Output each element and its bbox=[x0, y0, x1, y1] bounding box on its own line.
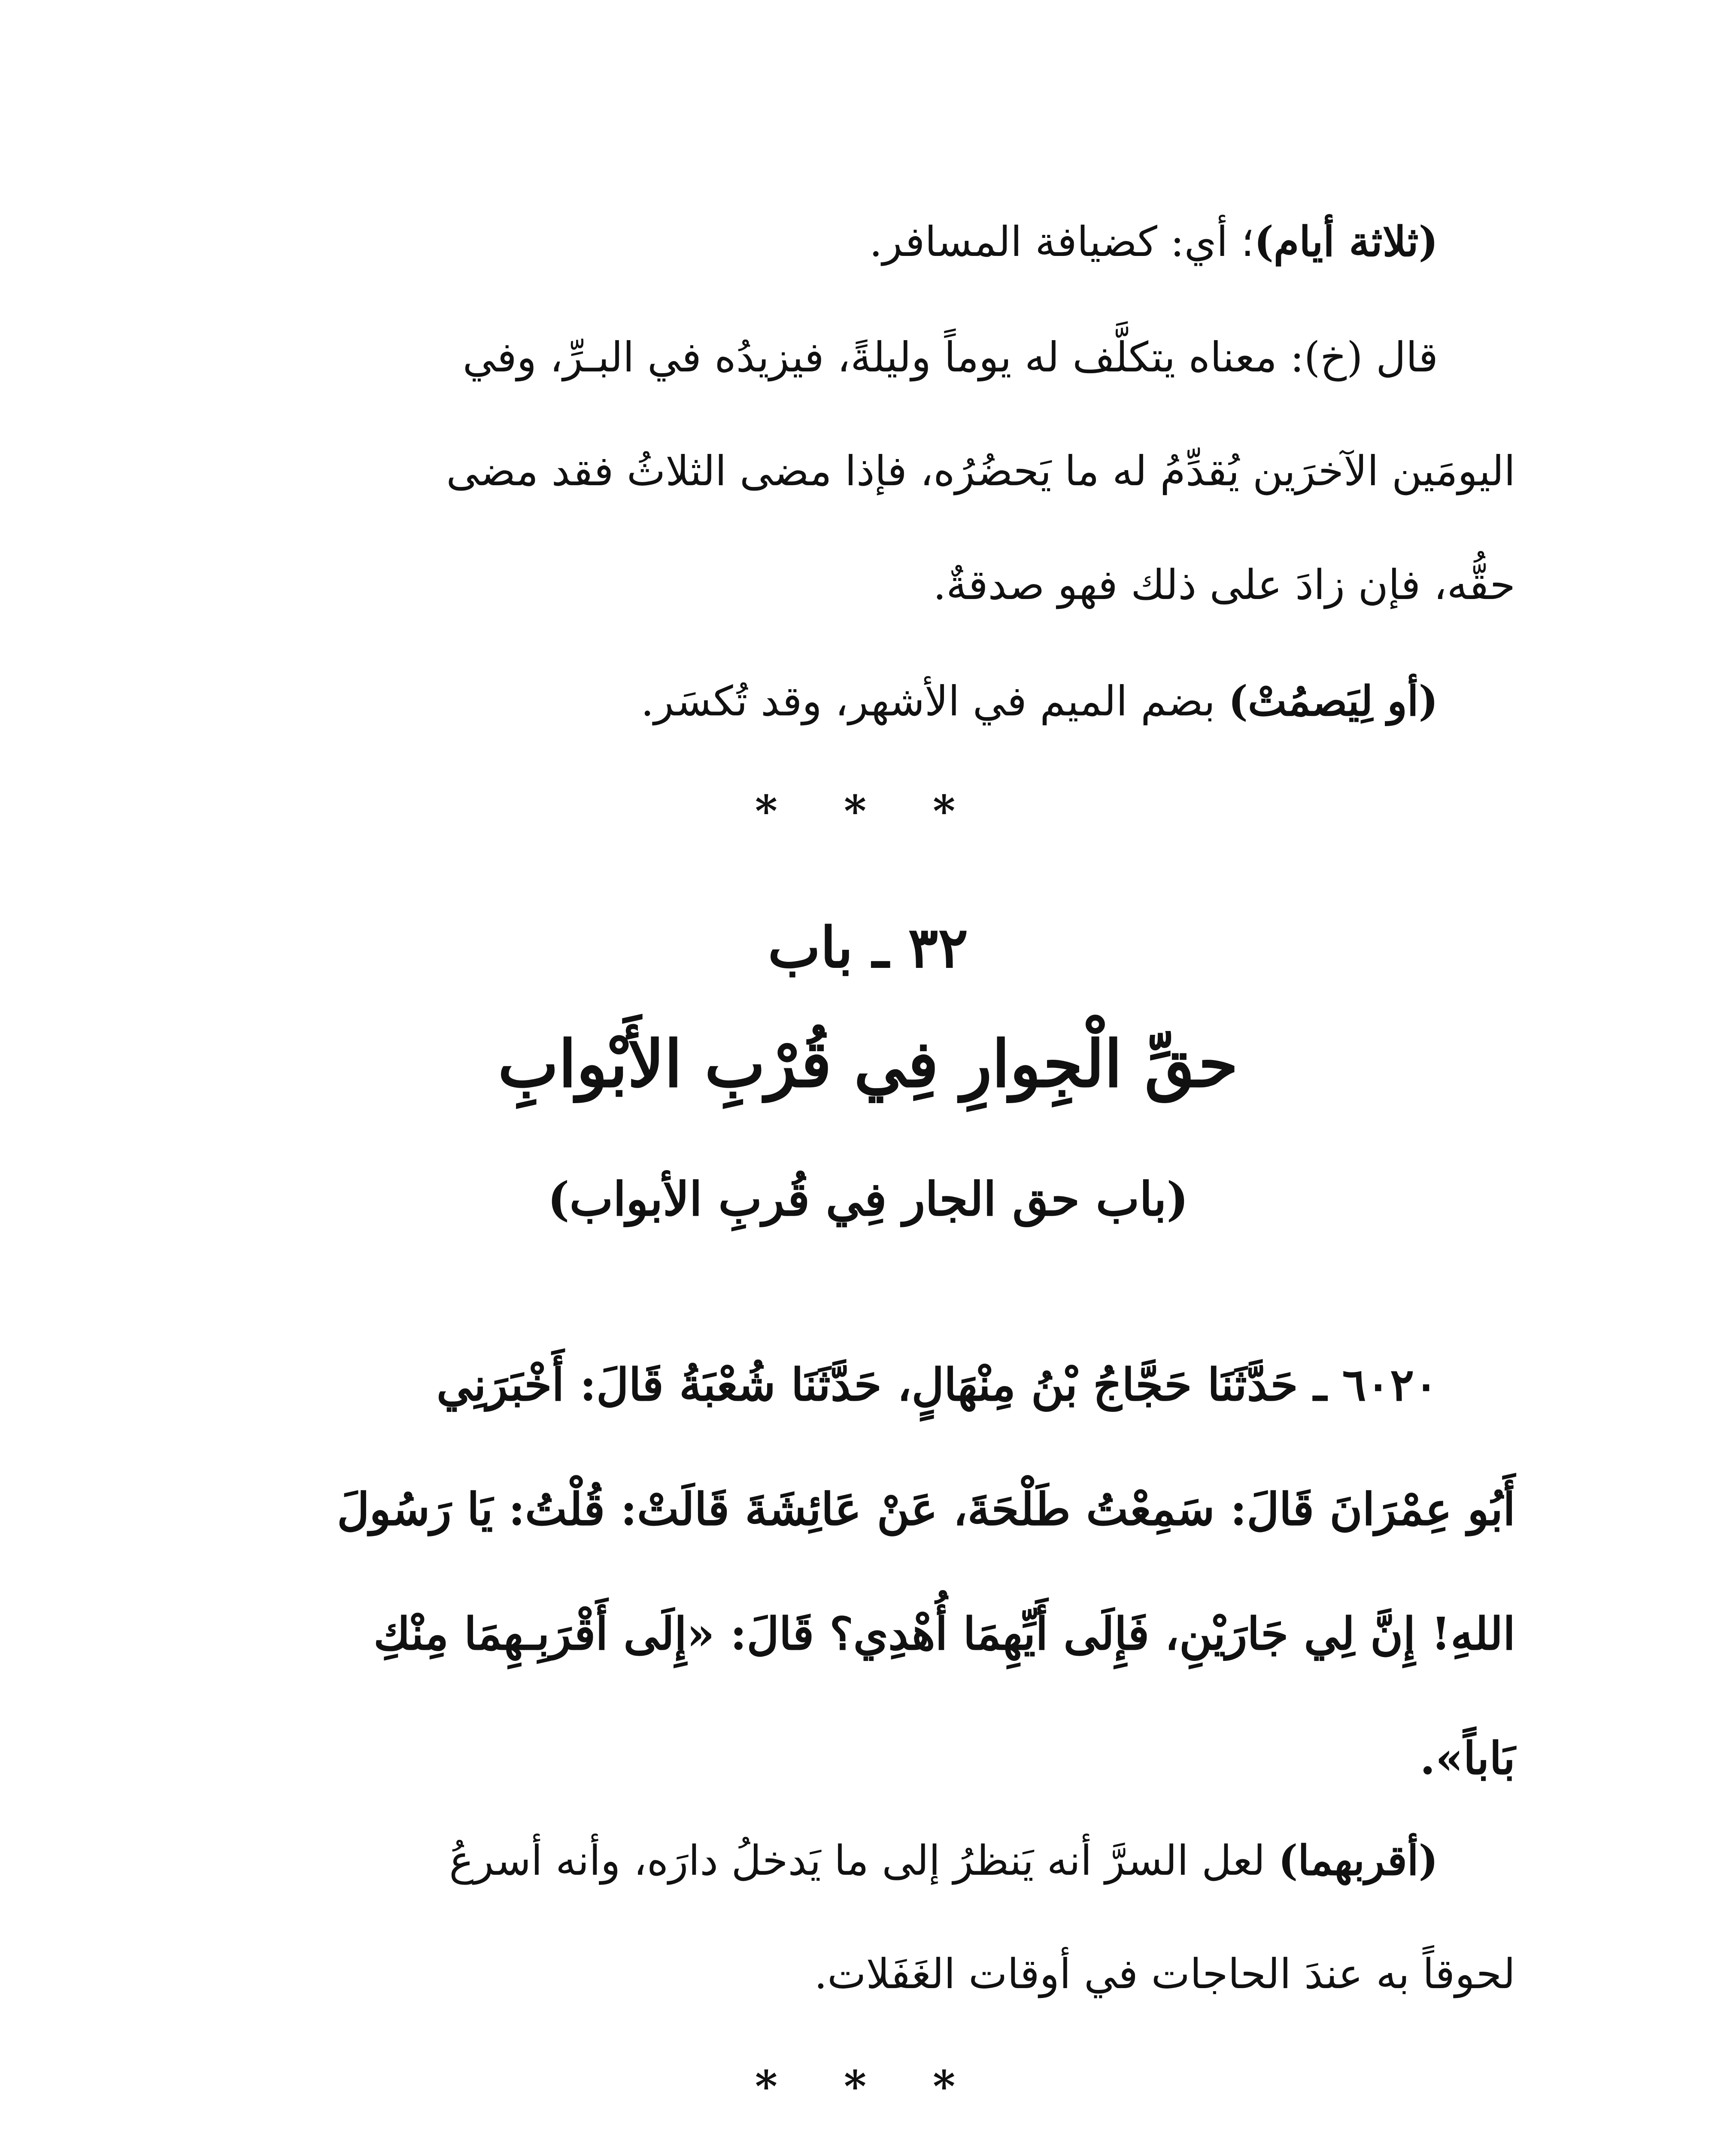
explanation-text: بضم الميم في الأشهر، وقد تُكسَر. bbox=[640, 677, 1229, 725]
hadith-line: بَاباً». bbox=[1420, 1732, 1515, 1785]
hadith-text bbox=[262, 1323, 1515, 1821]
commentary-line bbox=[262, 1803, 1515, 1917]
bold-term: (ثلاثة أيام) bbox=[1254, 217, 1438, 266]
paragraph-line: حقُّه، فإن زادَ على ذلك فهو صدقةٌ. bbox=[933, 561, 1515, 609]
hadith-line: أَبُو عِمْرَانَ قَالَ: سَمِعْتُ طَلْحَةَ، عَنْ عَائِشَةَ قَالَتْ: قُلْتُ: يَا رَسُولَ bbox=[337, 1483, 1515, 1536]
bold-term: (أقربهما) bbox=[1278, 1836, 1438, 1885]
paragraph-line: اليومَين الآخرَين يُقدِّمُ له ما يَحضُرُه، فإذا مضى الثلاثُ فقد مضى bbox=[446, 447, 1515, 495]
commentary-line: لحوقاً به عندَ الحاجات في أوقات الغَفَلات. bbox=[814, 1950, 1515, 1998]
paragraph-or-remain-silent bbox=[262, 644, 1515, 758]
explanation-text: لعل السرَّ أنه يَنظرُ إلى ما يَدخلُ دارَه، وأنه أسرعُ bbox=[449, 1837, 1278, 1885]
paragraph-line: قال (خ): معناه يتكلَّف له يوماً وليلةً، فيزيدُه في البـرِّ، وفي bbox=[462, 333, 1438, 381]
hadith-line: ٦٠٢٠ ـ حَدَّثَنَا حَجَّاجُ بْنُ مِنْهَالٍ، حَدَّثَنَا شُعْبَةُ قَالَ: أَخْبَرَنِي bbox=[436, 1358, 1438, 1411]
paragraph-line bbox=[262, 644, 1515, 758]
section-separator: * * * bbox=[755, 786, 981, 836]
commentary-paragraph bbox=[262, 1803, 1515, 2031]
bold-term: (أو لِيَصمُتْ) bbox=[1228, 677, 1438, 725]
chapter-number: ٣٢ ـ باب bbox=[768, 915, 968, 980]
paragraph-line bbox=[262, 185, 1515, 298]
chapter-title: حقِّ الْجِوارِ فِي قُرْبِ الأَبْوابِ bbox=[498, 1026, 1238, 1102]
paragraph-three-days bbox=[262, 185, 1515, 298]
paragraph-khattabi-explanation bbox=[262, 301, 1515, 642]
section-separator: * * * bbox=[755, 2061, 981, 2112]
explanation-text: ؛ أي: كضيافة المسافر. bbox=[869, 218, 1254, 266]
hadith-line: اللهِ! إِنَّ لِي جَارَيْنِ، فَإِلَى أَيِّهِمَا أُهْدِي؟ قَالَ: «إِلَى أَقْرَبِـهِمَا مِنْكِ bbox=[373, 1607, 1515, 1660]
chapter-subtitle: (باب حق الجار فِي قُربِ الأبواب) bbox=[547, 1172, 1189, 1226]
